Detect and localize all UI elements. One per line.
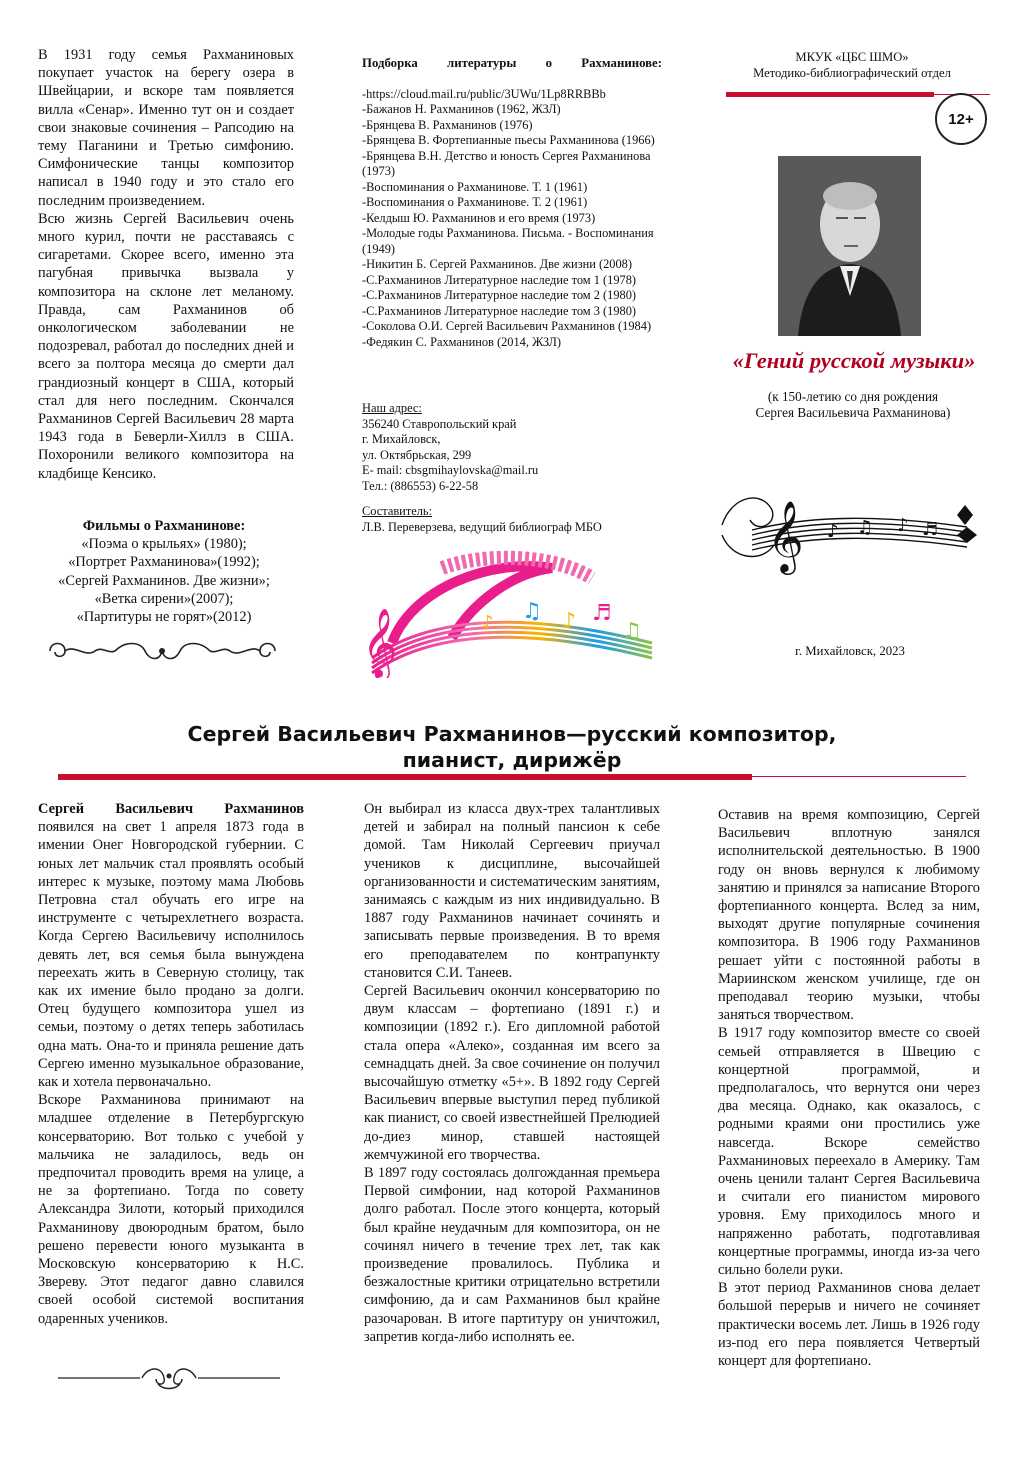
heading-red-rule <box>58 774 752 780</box>
phone-line: Тел.: (886553) 6-22-58 <box>362 478 479 493</box>
literature-title: Подборка литературы о Рахманинове: <box>362 56 662 70</box>
literature-item: -Брянцева В. Рахманинов (1976) <box>362 117 533 132</box>
col2-paragraph-1: Он выбирал из класса двух-трех талантливых детей и забирал на полный пансион к себе домой. Там Николай Сергеевич приучал учеников к дисциплине, высочайшей организованности и систематическим занятиям, занимаясь с каждым из них индивидуально. В 1887 году Рахманинов начинает сочинять и записывать первые произведения. В то время его преподавателем по контрапункту становится С.И. Танеев. <box>364 801 660 981</box>
author-title: Составитель: <box>362 504 433 518</box>
svg-text:♫: ♫ <box>857 517 874 538</box>
film-item: «Сергей Рахманинов. Две жизни»; <box>58 572 270 589</box>
subtitle-line-1: (к 150-летию со дня рождения <box>767 389 939 404</box>
svg-text:𝄞: 𝄞 <box>362 608 398 678</box>
svg-text:𝄞: 𝄞 <box>767 499 804 572</box>
col3-paragraph-3: В этот период Рахманинов снова делает большой перерыв и ничего не сочиняет практически восемь лет. Лишь в 1926 году из-под его пера появляется Четвертый концерт для фортепиано. <box>718 1280 980 1370</box>
literature-item: -Брянцева В. Фортепианные пьесы Рахманинова (1966) <box>362 133 655 147</box>
literature-item: -С.Рахманинов Литературное наследие том 3 (1980) <box>362 303 637 318</box>
col2-paragraph-2: Сергей Васильевич окончил консерваторию по двум классам – фортепиано (1891 г.) и композиции (1892 г.). Его дипломной работой стала опера «Алеко», созданная им всего за семнадцать дней. За свое сочинение он получил высочайшую отметку «5+». В 1892 году Сергей Васильевич впервые выступил перед публикой как пианист, со своей известнейшей Прелюдией до-диез минор, ставшей настоящей жемчужиной его творчества. <box>364 983 660 1163</box>
film-item: «Портрет Рахманинова»(1992); <box>68 554 260 571</box>
music-notes-graphic-icon <box>352 548 664 678</box>
address-line: г. Михайловск, <box>362 432 441 446</box>
films-block <box>30 517 298 626</box>
header-red-rule <box>726 92 934 97</box>
col1-paragraph-1 <box>38 800 304 1091</box>
left-paragraph-1: В 1931 году семья Рахманиновых покупает участок на берегу озера в Швейцарии, и вскоре там появляется вилла «Сенар». Именно тут он и создает свои знаковые сочинения – Рапсодию на тему Паганини и Третью симфонию. Симфонические танцы композитор написал в 1940 году и это стало его последним произведением. <box>38 47 294 209</box>
bottom-column-3 <box>718 806 980 1370</box>
literature-item: -С.Рахманинов Литературное наследие том 1 (1978) <box>362 272 637 287</box>
email-link[interactable]: E- mail: cbsgmihaylovska@mail.ru <box>362 463 539 477</box>
portrait-photo <box>778 156 921 336</box>
address-title: Наш адрес: <box>362 401 422 415</box>
literature-list <box>362 87 662 351</box>
age-rating-badge: 12+ <box>935 93 987 145</box>
address-line: ул. Октябрьская, 299 <box>362 447 472 462</box>
literature-item: -Молодые годы Рахманинова. Письма. - Воспоминания (1949) <box>362 226 654 256</box>
films-title: Фильмы о Рахманинове: <box>82 518 246 534</box>
col2-paragraph-3: В 1897 году состоялась долгожданная премьера Первой симфонии, над которой Рахманинов долго работал. После этого концерта, который был крайне неудачным для композитора, он не сочинял ничего в течение трех лет, так как произведение провалилось. Публика и безжалостные критики отрицательно встретили симфонию, да и сам Рахманинов был крайне разочарован. В итоге партитуру он уничтожил, запретив когда-либо исполнять ее. <box>364 1165 660 1345</box>
svg-text:♫: ♫ <box>622 619 642 644</box>
literature-item[interactable]: -https://cloud.mail.ru/public/3UWu/1Lp8RRBBb <box>362 86 606 101</box>
film-item: «Поэма о крыльях» (1980); <box>81 536 247 553</box>
film-item: «Ветка сирени»(2007); <box>94 590 234 607</box>
ornament-divider-icon <box>40 636 285 666</box>
author-block <box>362 504 662 535</box>
svg-text:♫: ♫ <box>522 599 542 624</box>
left-paragraph-2: Всю жизнь Сергей Васильевич очень много курил, почти не расставаясь с сигаретами. Скорее всего, именно эта пагубная привычка вызвала у композитора на склоне лет меланому. Правда, сам Рахманинов об онкологическом заболевании не подозревал, работал до последних дней и всего за полтора месяца до смерти дал грандиозный концерт в США, который стал для него последним. Скончался Рахманинов Сергей Васильевич 28 марта 1943 года в Беверли-Хиллз в США. Похоронили великого композитора на кладбище Кенсико. <box>38 210 294 482</box>
ornament-divider-small-icon <box>58 1364 280 1392</box>
literature-item: -Воспоминания о Рахманинове. Т. 1 (1961) <box>362 179 588 194</box>
main-heading-line-2: пианист, дирижёр <box>402 748 622 772</box>
svg-text:♬: ♬ <box>592 601 612 626</box>
subtitle-line-2: Сергея Васильевича Рахманинова) <box>755 405 951 420</box>
organization-header <box>722 50 982 81</box>
literature-item: -С.Рахманинов Литературное наследие том 2 (1980) <box>362 288 637 302</box>
treble-clef-ornament-icon <box>712 475 984 575</box>
col3-paragraph-2: В 1917 году композитор вместе со своей семьей отправляется в Швецию с концертной программой, и предполагалось, что вернутся они через два месяца. Однако, как оказалось, с родными краями они простились уже навсегда. Вскоре семейство Рахманиновых переехало в Америку. Там очень ценили талант Сергея Васильевича и считали его пианистом мирового уровня. Ему приходилось много и напряженно работать, подготавливая концертные программы, иногда из-за чего сильно болели руки. <box>718 1025 980 1279</box>
svg-text:♪: ♪ <box>827 521 839 542</box>
heading-red-thin-rule <box>752 776 966 777</box>
col1-lead-name: Сергей Васильевич Рахманинов <box>38 801 304 817</box>
col3-paragraph-1: Оставив на время композицию, Сергей Васильевич вплотную занялся исполнительской деятельностью. В 1900 году он вновь вернулся к любимому занятию и принялся за написание Второго фортепианного концерта. Вслед за ним, выходят другие популярные сочинения композитора. В 1906 году Рахманинов решает уйти с постоянной работы в Мариинском женском училище, где он преподавал теорию музыки, чтобы заняться творчеством. <box>718 807 980 1024</box>
main-heading-line-1: Сергей Васильевич Рахманинов—русский композитор, <box>187 722 837 746</box>
city-year: г. Михайловск, 2023 <box>795 644 905 658</box>
literature-item: -Бажанов Н. Рахманинов (1962, ЖЗЛ) <box>362 102 561 116</box>
literature-item: -Брянцева В.Н. Детство и юность Сергея Рахманинова (1973) <box>362 148 651 178</box>
literature-item: -Соколова О.И. Сергей Васильевич Рахманинов (1984) <box>362 319 652 333</box>
svg-text:♪: ♪ <box>562 609 577 634</box>
literature-item: -Никитин Б. Сергей Рахманинов. Две жизни (2008) <box>362 257 632 271</box>
organization-name: МКУК «ЦБС ШМО» <box>795 50 909 64</box>
bottom-column-1 <box>38 800 304 1328</box>
address-line: 356240 Ставропольский край <box>362 416 517 431</box>
literature-block <box>362 56 662 350</box>
film-item: «Партитуры не горят»(2012) <box>76 609 252 626</box>
portrait-image-icon <box>778 156 921 336</box>
literature-item: -Федякин С. Рахманинов (2014, ЖЗЛ) <box>362 334 562 349</box>
col1-paragraph-2: Вскоре Рахманинова принимают на младшее отделение в Петербургскую консерваторию. Вот только с учебой у мальчика не заладилось, ведь он предпочитал проводить время на улице, а не за фортепиано. Тогда по совету Александра Зилоти, который приходился Рахманинову двоюродным братом, было решено перевести юного музыканта в Московскую консерваторию к Н.С. Звереву. Этот педагог давно славился своей особой системой воспитания одаренных учеников. <box>38 1092 304 1327</box>
main-heading <box>120 721 904 773</box>
literature-item: -Воспоминания о Рахманинове. Т. 2 (1961) <box>362 195 588 209</box>
svg-text:♬: ♬ <box>922 519 939 540</box>
bottom-column-2 <box>364 800 660 1346</box>
department-name: Методико-библиографический отдел <box>753 65 951 80</box>
brochure-title: «Гений русской музыки» <box>732 348 976 373</box>
literature-item: -Келдыш Ю. Рахманинов и его время (1973) <box>362 210 596 225</box>
col1-paragraph-1-text: появился на свет 1 апреля 1873 года в имении Онег Новгородской губернии. С юных лет мальчик стал проявлять особый интерес к музыке, поэтому мама Любовь Петровна стал обучать его игре на инструменте с четырехлетнего возраста. Когда Сергею Васильевичу исполнилось девять лет, вся семья была вынуждена переехать жить в Северную столицу, так как их имение было продано за долги. Отец будущего композитора ушел из семьи, поэтому о детях теперь заботилась одна мать. Она-то и приняла решение дать Сергею именно музыкальное образование, как и хотела первоначально. <box>38 819 304 1091</box>
svg-text:♪: ♪ <box>482 612 494 633</box>
svg-text:♪: ♪ <box>897 515 909 536</box>
brochure-subtitle <box>722 389 984 421</box>
author-name: Л.В. Переверзева, ведущий библиограф МБО <box>362 519 602 534</box>
left-panel-text <box>38 46 294 483</box>
address-block <box>362 401 662 494</box>
